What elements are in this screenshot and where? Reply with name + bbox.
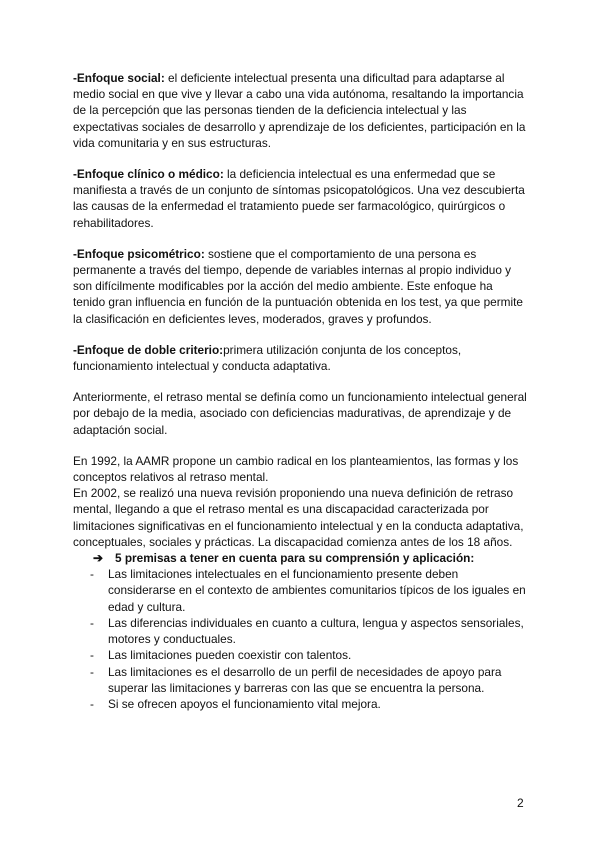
- list-item: [90, 566, 528, 615]
- section-heading: -Enfoque de doble criterio:: [73, 342, 224, 357]
- list-item: [90, 664, 528, 696]
- paragraph-1992: En 1992, la AAMR propone un cambio radical en los planteamientos, las formas y los conceptos relativos al retraso mental.: [73, 453, 519, 485]
- section-heading: -Enfoque psicométrico:: [73, 246, 205, 261]
- dash-bullet: -: [90, 696, 94, 711]
- dash-bullet: -: [90, 615, 94, 630]
- section-text: el deficiente intelectual presenta una dificultad para adaptarse al medio social en que vive y llevar a cabo una vida autónoma, resaltando la importancia de la percepción que las personas tienden de la deficiencia intelectual y las expectativas sociales de desarrollo y aprendizaje de los deficientes, participación en la vida comunitaria y en sus estructuras.: [73, 71, 526, 150]
- dash-bullet: -: [90, 567, 94, 582]
- section-heading: -Enfoque clínico o médico:: [73, 167, 224, 182]
- section-double-criterion: [73, 342, 528, 374]
- section-text: sostiene que el comportamiento de una persona es permanente a través del tiempo, depende de variables internas al propio individuo y son difícilmente modificables por la acción del medio ambiente. Este enfoque ha tenido gran influencia en función de la puntuación obtenida en los test, ya que permite la clasificación en deficientes leves, moderados, graves y profundos.: [73, 246, 523, 326]
- paragraph-previous-definition: Anteriormente, el retraso mental se definía como un funcionamiento intelectual general por debajo de la media, asociado con deficiencias madurativas, de aprendizaje y de adaptación social.: [73, 390, 527, 437]
- dash-bullet: -: [90, 664, 94, 679]
- list-item: [90, 615, 528, 647]
- page-number: 2: [517, 796, 524, 810]
- list-item-text: Si se ofrecen apoyos el funcionamiento vital mejora.: [108, 696, 381, 711]
- list-item-text: Las limitaciones pueden coexistir con talentos.: [108, 648, 352, 663]
- section-text: primera utilización conjunta de los conceptos, funcionamiento intelectual y conducta adaptativa.: [73, 342, 462, 374]
- section-heading: -Enfoque social:: [73, 71, 165, 85]
- paragraph-2002: En 2002, se realizó una nueva revisión proponiendo una nueva definición de retraso mental, llegando a que el retraso mental es una discapacidad caracterizada por limitaciones significativas en el funcionamiento intelectual y en la conducta adaptativa, conceptuales, sociales y prácticas. La discapacidad comienza antes de los 18 años.: [73, 486, 524, 549]
- list-item-text: Las diferencias individuales en cuanto a cultura, lengua y aspectos sensoriales, motores y conductuales.: [108, 615, 524, 647]
- premises-heading: [93, 550, 528, 566]
- section-psychometric: [73, 246, 528, 327]
- premises-heading-text: 5 premisas a tener en cuenta para su comprensión y aplicación:: [115, 551, 475, 566]
- list-item: [90, 647, 528, 663]
- section-social: [73, 70, 528, 151]
- list-item: [90, 696, 528, 712]
- list-item-text: Las limitaciones intelectuales en el funcionamiento presente deben considerarse en el contexto de ambientes comunitarios típicos de los iguales en edad y cultura.: [108, 567, 526, 614]
- section-clinical: [73, 166, 528, 231]
- section-text: la deficiencia intelectual es una enfermedad que se manifiesta a través de un conjunto de síntomas psicopatológicos. Una vez descubierta las causas de la enfermedad el tratamiento puede ser farmacológico, quirúrgicos o rehabilitadores.: [73, 167, 525, 230]
- document-body: [73, 70, 528, 712]
- dash-bullet: -: [90, 648, 94, 663]
- list-item-text: Las limitaciones es el desarrollo de un perfil de necesidades de apoyo para superar las limitaciones y barreras con las que se encuentra la persona.: [108, 664, 502, 695]
- arrow-right-icon: ➔: [93, 551, 103, 566]
- premises-list: [73, 566, 528, 712]
